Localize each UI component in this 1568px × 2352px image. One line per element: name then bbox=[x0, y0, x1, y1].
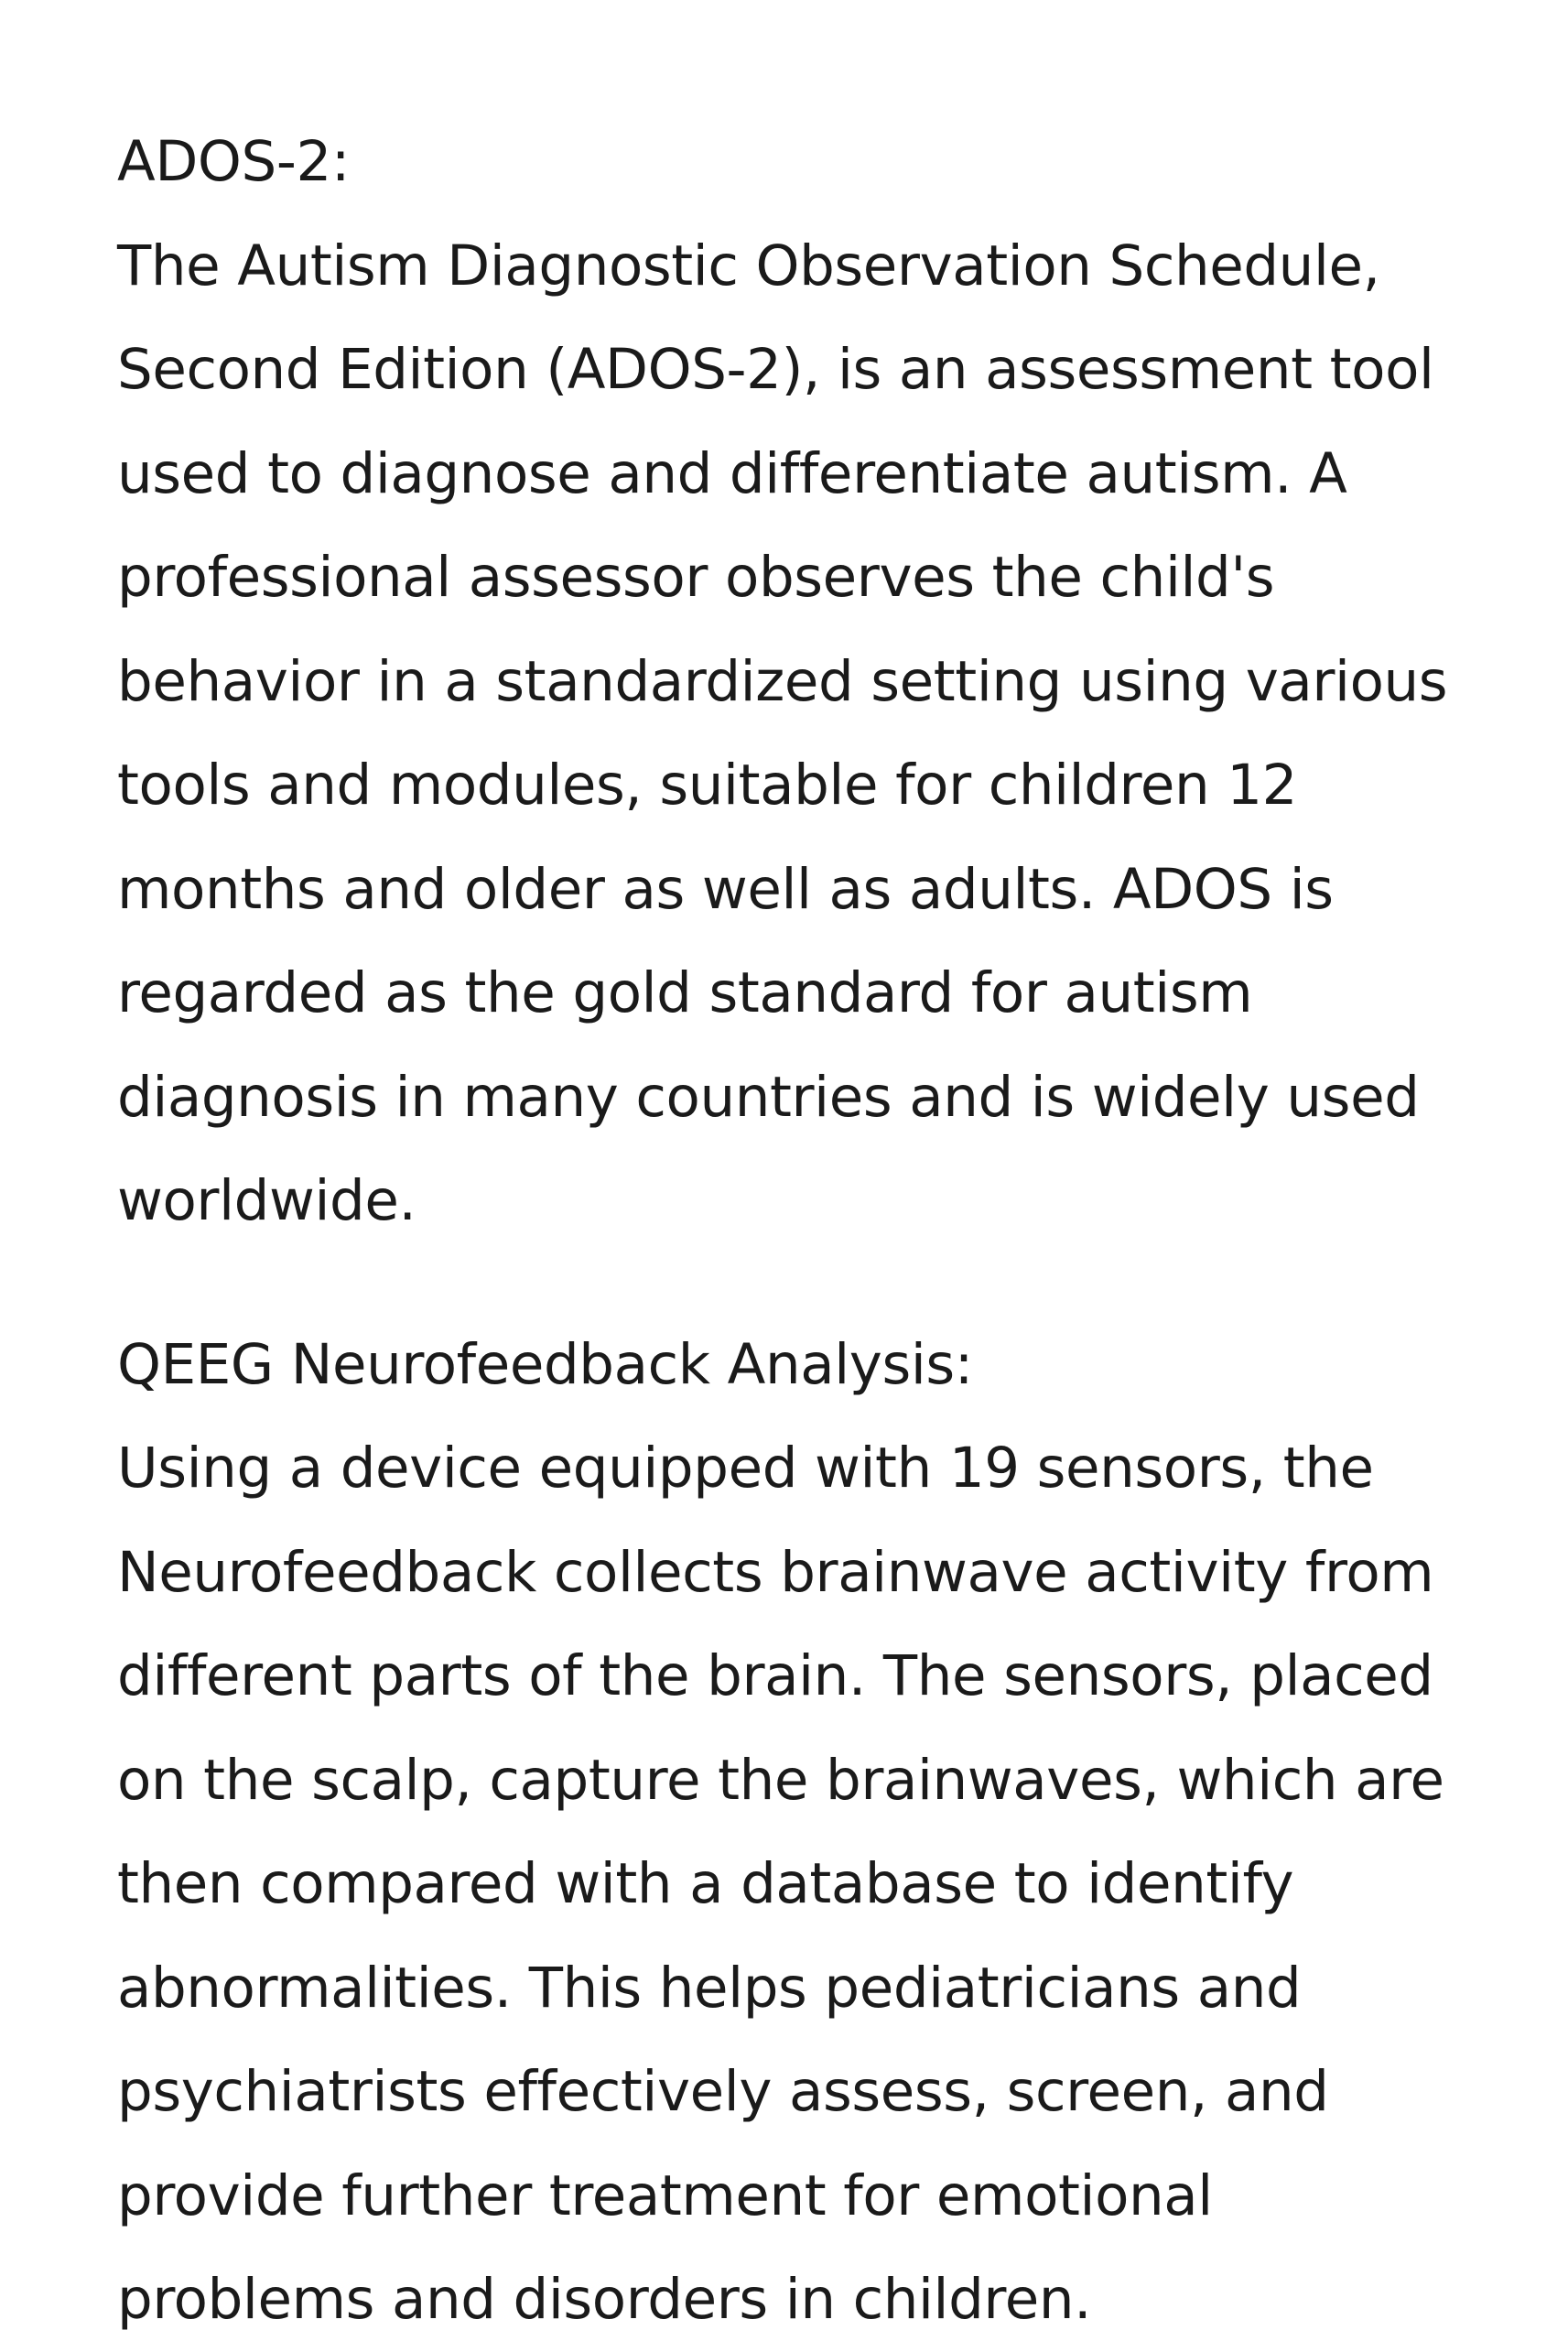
paragraph-line: The Autism Diagnostic Observation Schedule, bbox=[117, 233, 1380, 298]
paragraph-line: abnormalities. This helps pediatricians and bbox=[117, 1955, 1302, 2021]
paragraph-line: Second Edition (ADOS-2), is an assessment tool bbox=[117, 337, 1434, 402]
document-body bbox=[117, 110, 1472, 2352]
paragraph-line: different parts of the brain. The sensors, placed bbox=[117, 1643, 1433, 1708]
paragraph-line: worldwide. bbox=[117, 1168, 416, 1233]
section-heading: QEEG Neurofeedback Analysis: bbox=[117, 1331, 973, 1397]
paragraph-line: tools and modules, suitable for children 12 bbox=[117, 753, 1298, 818]
paragraph-line: professional assessor observes the child's bbox=[117, 545, 1275, 610]
section-spacer bbox=[117, 1253, 1472, 1313]
paragraph-line: provide further treatment for emotional bbox=[117, 2162, 1213, 2228]
qeeg-section bbox=[117, 1313, 1472, 2352]
paragraph-line: Using a device equipped with 19 sensors, the bbox=[117, 1436, 1374, 1501]
paragraph-line: used to diagnose and differentiate autism. A bbox=[117, 440, 1347, 506]
paragraph-line: problems and disorders in children. bbox=[117, 2267, 1092, 2332]
paragraph-line: Neurofeedback collects brainwave activity from bbox=[117, 1539, 1434, 1605]
paragraph-line: diagnosis in many countries and is widely used bbox=[117, 1064, 1420, 1130]
ados-section bbox=[117, 110, 1472, 1253]
paragraph-line: months and older as well as adults. ADOS is bbox=[117, 856, 1334, 922]
section-heading: ADOS-2: bbox=[117, 129, 351, 194]
paragraph-line: then compared with a database to identify bbox=[117, 1851, 1294, 1916]
paragraph-line: regarded as the gold standard for autism bbox=[117, 960, 1253, 1025]
paragraph-line: behavior in a standardized setting using various bbox=[117, 648, 1448, 714]
paragraph-line: on the scalp, capture the brainwaves, which are bbox=[117, 1747, 1444, 1813]
paragraph-line: psychiatrists effectively assess, screen, and bbox=[117, 2059, 1329, 2124]
